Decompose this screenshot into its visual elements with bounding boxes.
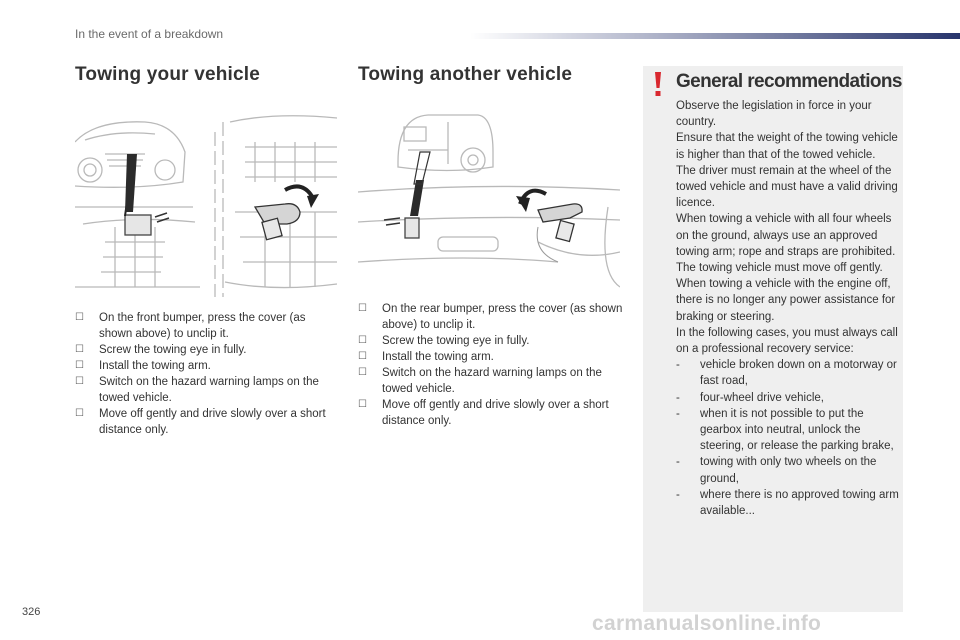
watermark: carmanualsonline.info bbox=[592, 612, 822, 635]
towing-your-vehicle-steps bbox=[75, 310, 340, 438]
front-bumper-illustration bbox=[75, 112, 337, 297]
list-item: ☐ Move off gently and drive slowly over a short distance only. bbox=[75, 408, 326, 436]
list-item: - four-wheel drive vehicle, bbox=[676, 391, 825, 404]
checkbox-icon: ☐ bbox=[75, 360, 84, 371]
checkbox-icon: ☐ bbox=[75, 376, 84, 387]
list-item: ☐ Screw the towing eye in fully. bbox=[358, 335, 530, 347]
page-number: 326 bbox=[22, 606, 41, 618]
checkbox-icon: ☐ bbox=[358, 303, 367, 314]
towing-another-vehicle-title: Towing another vehicle bbox=[358, 64, 573, 85]
list-item: ☐ On the rear bumper, press the cover (as shown above) to unclip it. bbox=[358, 303, 623, 331]
list-item: ☐ Switch on the hazard warning lamps on the towed vehicle. bbox=[75, 376, 319, 404]
list-item: - vehicle broken down on a motorway or fast road, bbox=[676, 359, 897, 388]
recovery-cases-list bbox=[676, 357, 901, 519]
paragraph: Ensure that the weight of the towing vehicle is higher than that of the towed vehicle. bbox=[676, 132, 898, 161]
recommendations-body bbox=[676, 98, 901, 519]
paragraph: The driver must remain at the wheel of the towed vehicle and must have a valid driving licence. bbox=[676, 164, 898, 210]
list-item: ☐ Move off gently and drive slowly over a short distance only. bbox=[358, 399, 609, 427]
header-bar bbox=[470, 33, 960, 39]
towing-your-vehicle-title: Towing your vehicle bbox=[75, 64, 261, 85]
section-title: In the event of a breakdown bbox=[75, 27, 224, 41]
checkbox-icon: ☐ bbox=[75, 312, 84, 323]
checkbox-icon: ☐ bbox=[358, 367, 367, 378]
list-item: ☐ Install the towing arm. bbox=[75, 360, 211, 372]
checkbox-icon: ☐ bbox=[358, 335, 367, 346]
list-item: - where there is no approved towing arm available... bbox=[676, 488, 899, 518]
list-item: ☐ Install the towing arm. bbox=[358, 351, 494, 363]
paragraph: When towing a vehicle with the engine off, there is no longer any power assistance for braking or steering. bbox=[676, 278, 896, 323]
checkbox-icon: ☐ bbox=[75, 408, 84, 419]
checkbox-icon: ☐ bbox=[358, 399, 367, 410]
list-item: - towing with only two wheels on the ground, bbox=[676, 456, 877, 485]
rear-bumper-illustration bbox=[358, 112, 620, 297]
recommendations-title: General recommendations bbox=[676, 71, 902, 92]
checkbox-icon: ☐ bbox=[358, 351, 367, 362]
towing-another-vehicle-steps bbox=[358, 301, 623, 429]
paragraph: In the following cases, you must always call on a professional recovery service: bbox=[676, 326, 898, 356]
list-item: ☐ Screw the towing eye in fully. bbox=[75, 344, 247, 356]
list-item: ☐ Switch on the hazard warning lamps on the towed vehicle. bbox=[358, 367, 602, 395]
exclamation-icon bbox=[652, 71, 664, 97]
paragraph: The towing vehicle must move off gently. bbox=[676, 262, 883, 275]
list-item: - when it is not possible to put the gearbox into neutral, unlock the steering, or release the parking brake, bbox=[676, 407, 894, 453]
checkbox-icon: ☐ bbox=[75, 344, 84, 355]
list-item: ☐ On the front bumper, press the cover (as shown above) to unclip it. bbox=[75, 312, 306, 340]
paragraph: Observe the legislation in force in your country. bbox=[676, 100, 872, 129]
paragraph: When towing a vehicle with all four wheels on the ground, always use an approved towing arm; rope and straps are prohibited. bbox=[676, 213, 896, 258]
